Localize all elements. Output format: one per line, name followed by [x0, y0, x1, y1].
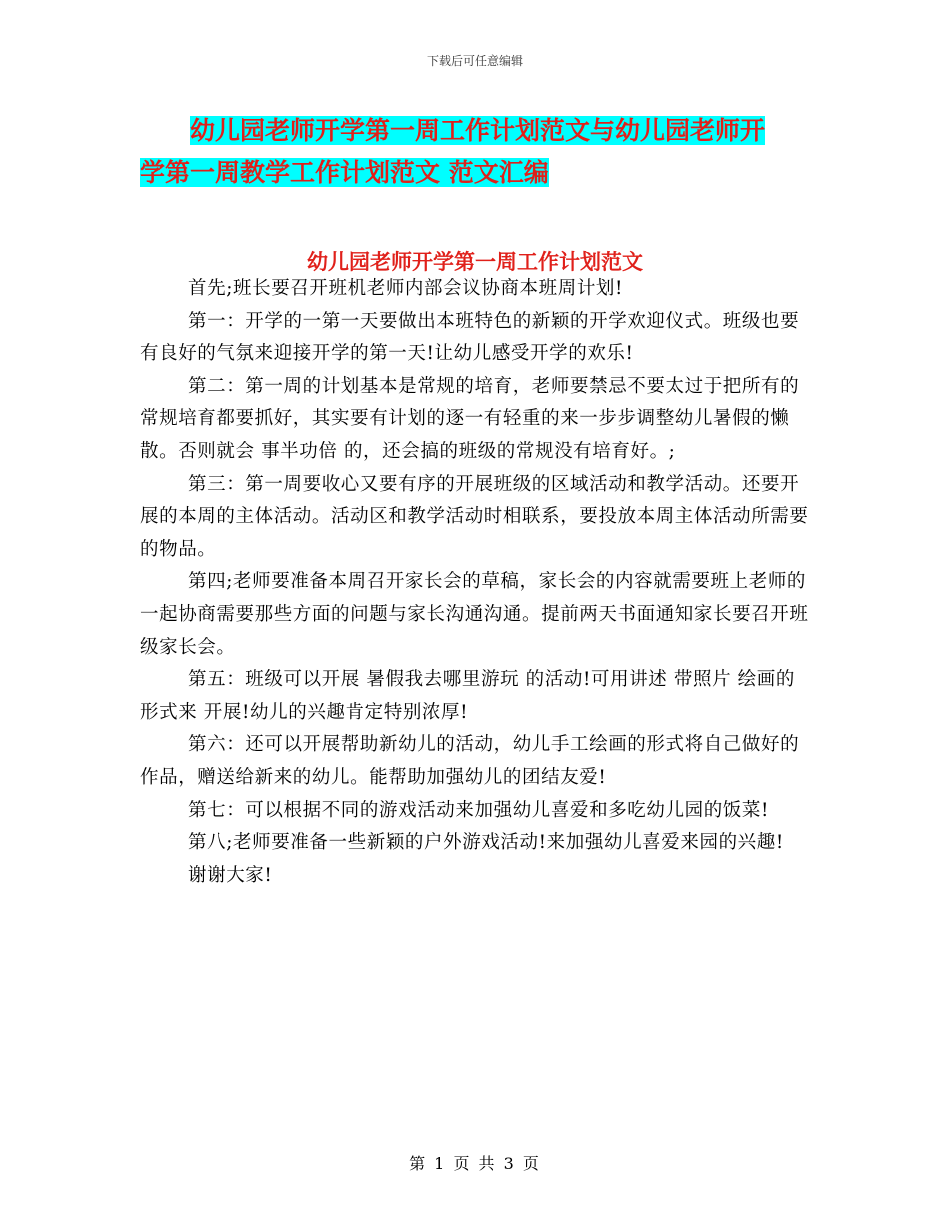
- page-footer: 第 1 页 共 3 页: [409, 1154, 541, 1173]
- paragraph-item-7: 第七：可以根据不同的游戏活动来加强幼儿喜爱和多吃幼儿园的饭菜!: [188, 799, 770, 821]
- paragraph-item-5: 第五：班级可以开展 暑假我去哪里游玩 的活动!可用讲述 带照片 绘画的形式来 开展!幼儿的兴趣肯定特别浓厚!: [140, 669, 795, 723]
- header-note: 下载后可任意编辑: [426, 54, 523, 68]
- paragraph-closing: 谢谢大家!: [188, 864, 273, 886]
- paragraph-item-6: 第六：还可以开展帮助新幼儿的活动，幼儿手工绘画的形式将自己做好的作品，赠送给新来的幼儿。能帮助加强幼儿的团结友爱!: [140, 734, 800, 788]
- paragraph-item-4: 第四;老师要准备本周召开家长会的草稿，家长会的内容就需要班上老师的一起协商需要那些方面的问题与家长沟通沟通。提前两天书面通知家长要召开班级家长会。: [140, 571, 809, 658]
- document-title-line-2: [140, 152, 820, 194]
- paragraph-item-8: 第八;老师要准备一些新颖的户外游戏活动!来加强幼儿喜爱来园的兴趣!: [188, 832, 784, 854]
- body-text: [140, 273, 810, 892]
- document-title: [140, 110, 820, 194]
- document-title-line-1-text: 幼儿园老师开学第一周工作计划范文与幼儿园老师开: [190, 116, 766, 145]
- paragraph-item-1: 第一：开学的一第一天要做出本班特色的新颖的开学欢迎仪式。班级也要有良好的气氛来迎接开学的第一天!让幼儿感受开学的欢乐!: [140, 310, 800, 365]
- document-title-line-1: [140, 110, 820, 152]
- section-title: 幼儿园老师开学第一周工作计划范文: [307, 250, 643, 274]
- paragraph-item-2: 第二：第一周的计划基本是常规的培育，老师要禁忌不要太过于把所有的常规培育都要抓好，其实要有计划的逐一有轻重的来一步步调整幼儿暑假的懒散。否则就会 事半功倍 的，还会搞的班级的常规没有培育好。;: [140, 375, 800, 462]
- paragraph-item-3: 第三：第一周要收心又要有序的开展班级的区域活动和教学活动。还要开展的本周的主体活动。活动区和教学活动时相联系，要投放本周主体活动所需要的物品。: [140, 473, 809, 560]
- paragraph-intro: 首先;班长要召开班机老师内部会议协商本班周计划!: [188, 278, 624, 299]
- document-title-line-2-text: 学第一周教学工作计划范文 范文汇编: [140, 158, 549, 187]
